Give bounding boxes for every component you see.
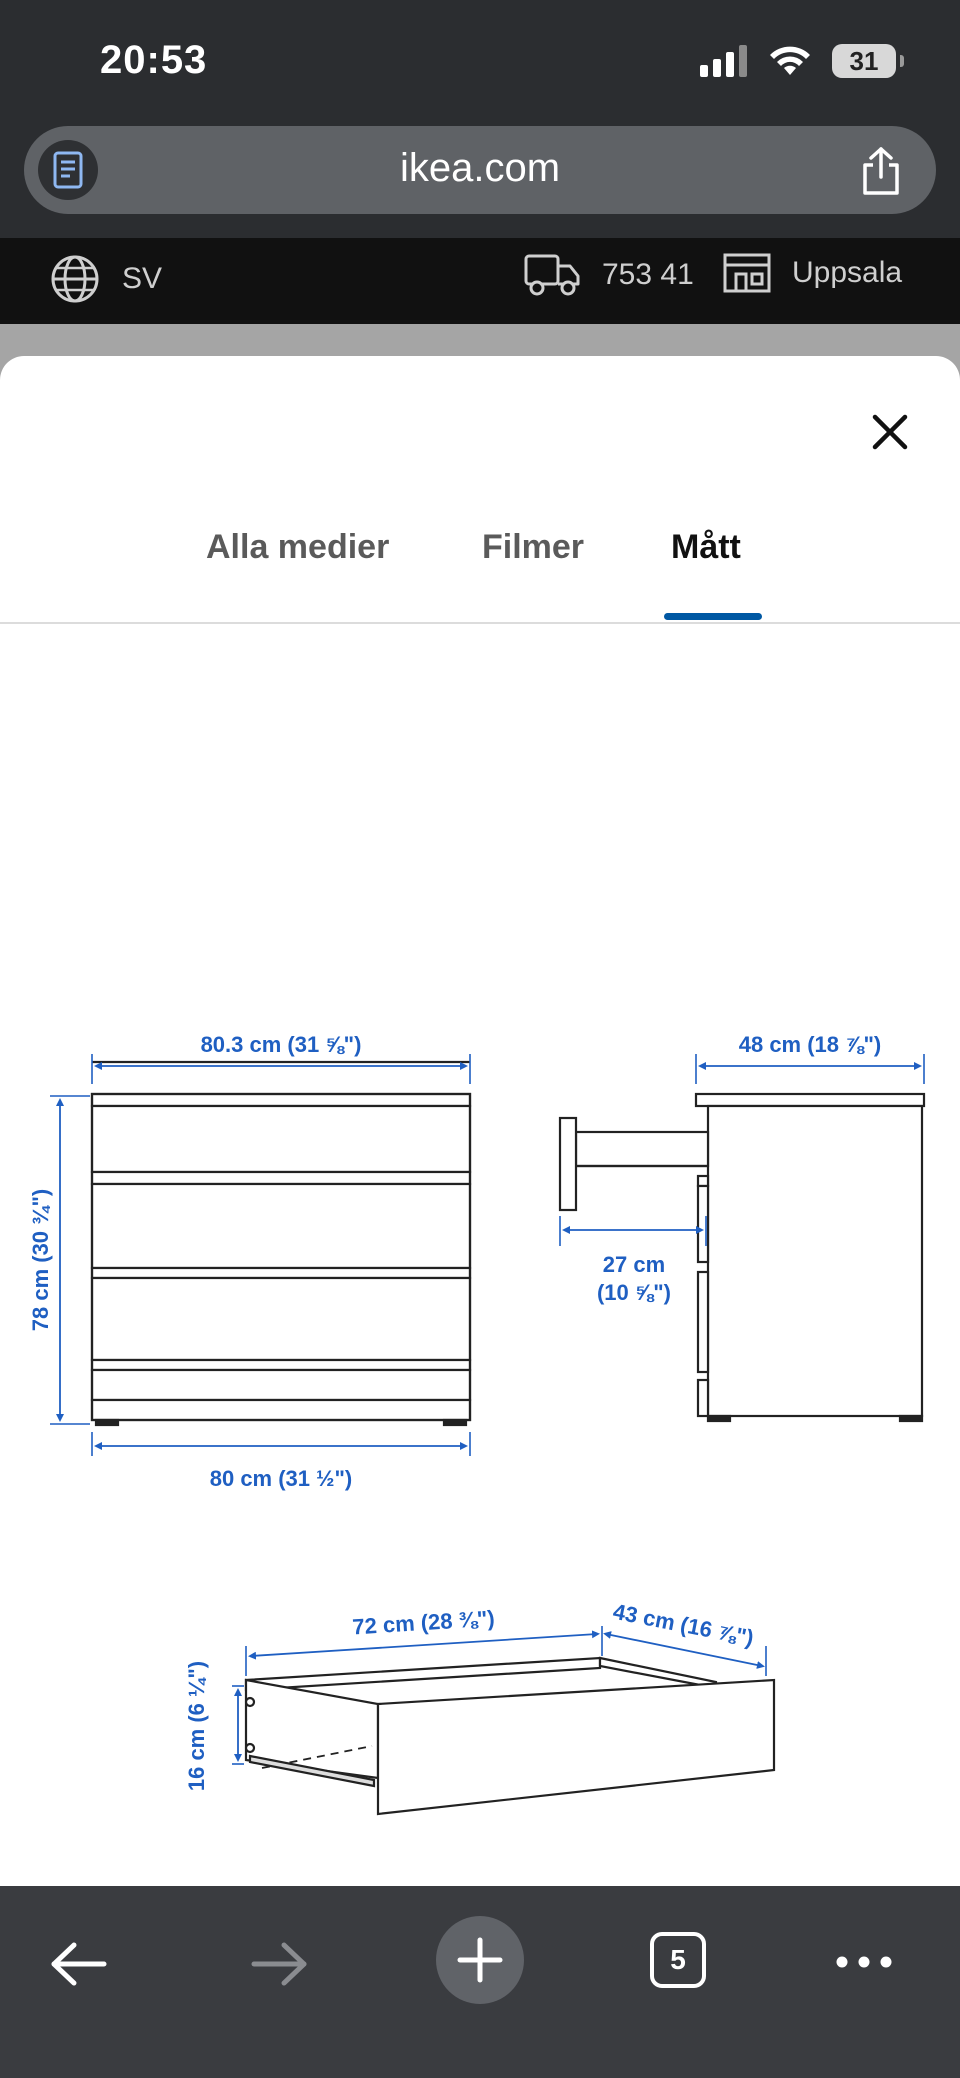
plus-icon xyxy=(457,1937,503,1983)
side-depth-dimension xyxy=(696,1032,924,1084)
signal-icon xyxy=(700,45,748,77)
browser-toolbar xyxy=(0,1886,960,2078)
forward-button[interactable] xyxy=(244,1934,314,1994)
new-tab-button[interactable] xyxy=(436,1916,524,2004)
front-top-width-label: 80.3 cm (31 ⅝") xyxy=(200,1032,362,1057)
status-time: 20:53 xyxy=(100,38,208,82)
side-depth-label: 48 cm (18 ⅞") xyxy=(738,1032,882,1057)
back-button[interactable] xyxy=(44,1934,114,1994)
tab-dimensions[interactable]: Mått xyxy=(671,528,741,566)
active-tab-indicator xyxy=(664,613,762,620)
dimension-drawing xyxy=(0,656,960,1792)
share-button[interactable] xyxy=(856,144,906,198)
drawer-extension-dimension xyxy=(560,1216,706,1305)
tab-all-media[interactable]: Alla medier xyxy=(206,528,390,566)
tab-films[interactable]: Filmer xyxy=(482,528,585,566)
delivery-truck-icon xyxy=(524,252,580,298)
battery-level: 31 xyxy=(849,45,879,76)
tabs-divider xyxy=(0,622,960,624)
language-label: SV xyxy=(122,262,163,295)
media-modal xyxy=(0,356,960,1886)
store-selector[interactable] xyxy=(722,252,902,294)
url-bar[interactable] xyxy=(24,126,936,214)
url-text[interactable]: ikea.com xyxy=(399,146,561,190)
drawer-depth-label: 43 cm (16 ⅞") xyxy=(611,1598,756,1651)
postal-code-label: 753 41 xyxy=(602,258,694,291)
drawer-height-dimension xyxy=(184,1661,244,1791)
more-icon xyxy=(834,1955,894,1969)
more-menu-button[interactable] xyxy=(832,1942,896,1982)
share-icon xyxy=(860,147,902,195)
drawer-extension-label-1: 27 cm xyxy=(602,1252,666,1277)
front-height-dimension xyxy=(28,1096,90,1424)
drawer-box xyxy=(246,1658,774,1814)
ikea-header-bar xyxy=(0,238,960,324)
front-bottom-width-dimension xyxy=(92,1432,470,1491)
store-label: Uppsala xyxy=(792,256,903,289)
tab-switcher-button[interactable] xyxy=(650,1932,706,1988)
tab-count: 5 xyxy=(670,1944,686,1975)
language-selector[interactable] xyxy=(50,254,162,304)
drawer-height-label: 16 cm (6 ¼") xyxy=(184,1660,209,1792)
globe-icon xyxy=(50,254,100,304)
front-view-chest xyxy=(92,1062,470,1425)
close-icon xyxy=(872,414,908,450)
front-bottom-width-label: 80 cm (31 ½") xyxy=(209,1466,353,1491)
media-tabs xyxy=(0,528,960,624)
front-height-label: 78 cm (30 ¾") xyxy=(28,1188,53,1332)
arrow-left-icon xyxy=(50,1942,108,1986)
drawer-width-label: 72 cm (28 ⅜") xyxy=(351,1605,496,1640)
status-icons xyxy=(700,44,896,78)
arrow-right-icon xyxy=(250,1942,308,1986)
drawer-extension-label-2: (10 ⅝") xyxy=(596,1280,672,1305)
wifi-icon xyxy=(768,45,812,77)
postal-code-selector[interactable] xyxy=(524,252,694,298)
front-top-width-dimension xyxy=(92,1032,470,1084)
battery-icon xyxy=(832,44,896,78)
store-icon xyxy=(722,252,772,294)
close-button[interactable] xyxy=(864,406,916,458)
status-bar xyxy=(0,0,960,120)
